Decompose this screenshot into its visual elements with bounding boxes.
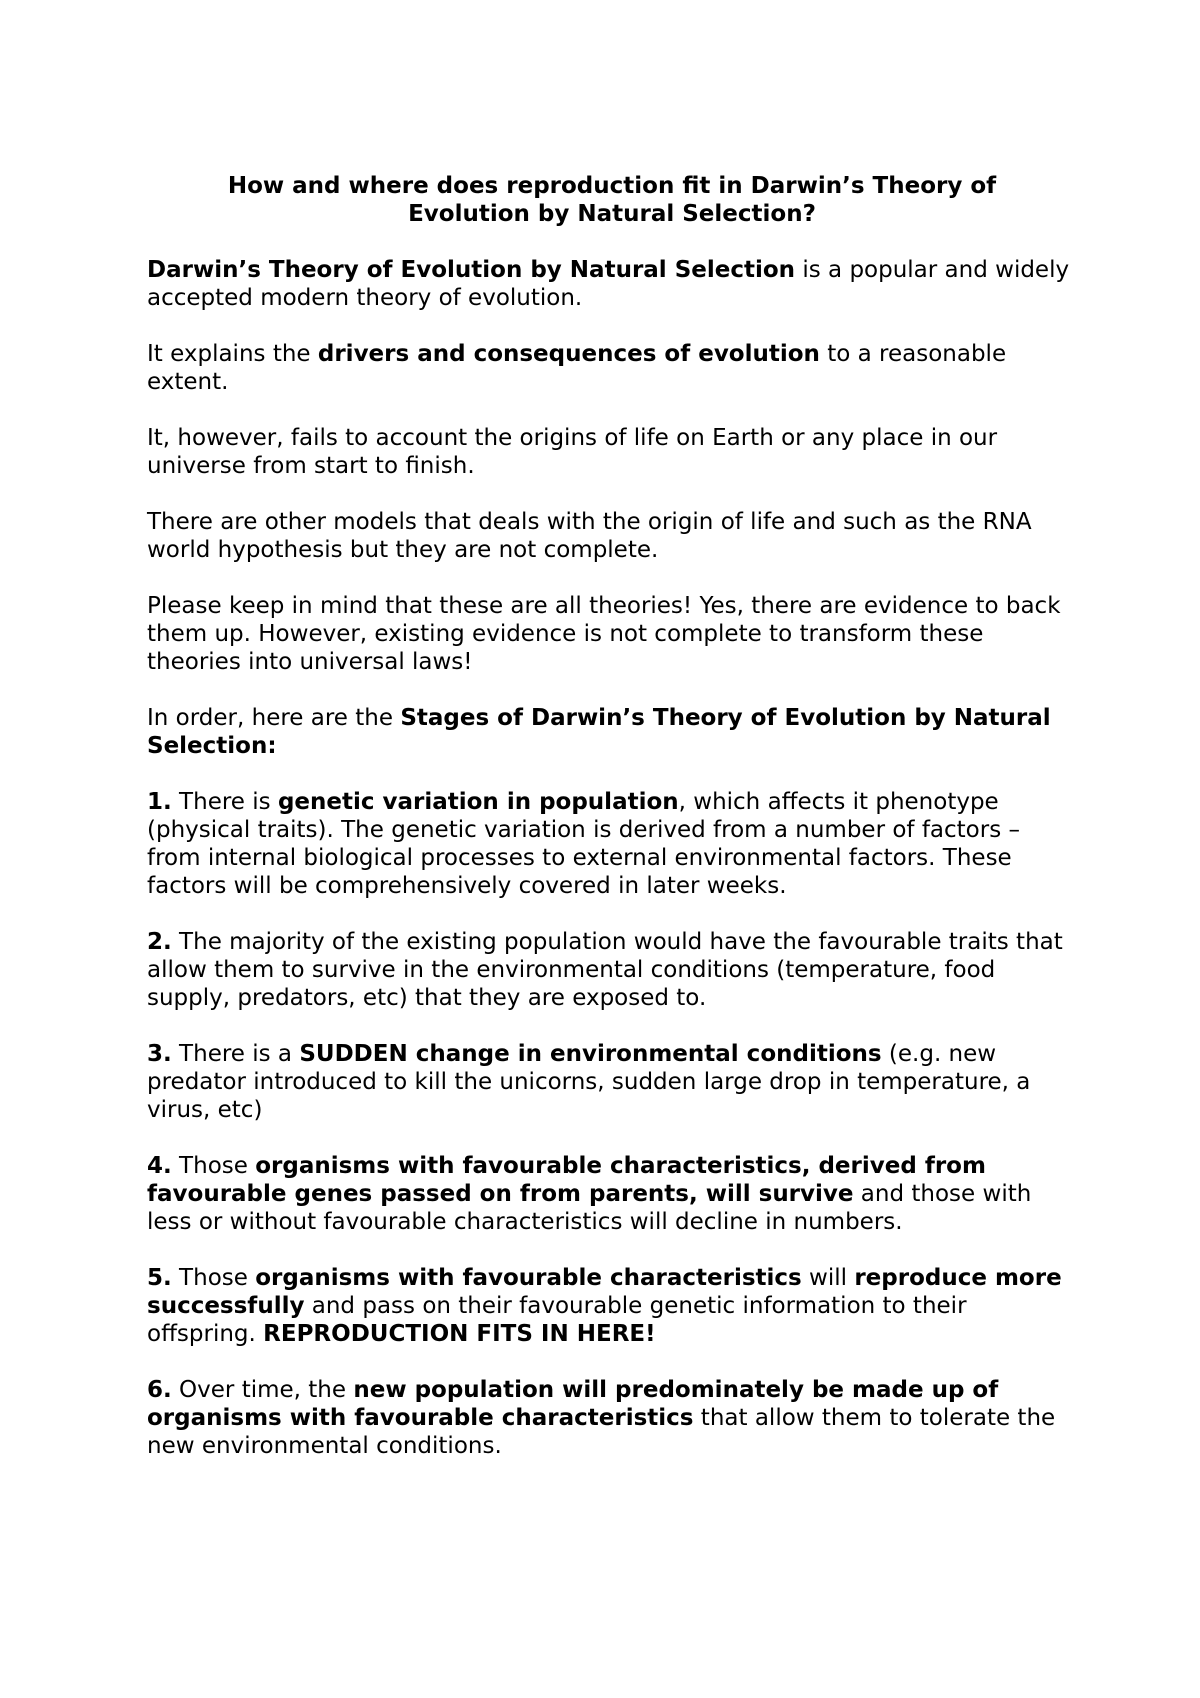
stage-text: The majority of the existing population would have the favourable traits that allow them to survive in the environmental conditions (temperature, food supply, predators, etc) that they are exposed to. [147,929,1063,1011]
intro-paragraph-3 [147,424,1077,480]
stage-3 [147,1040,1077,1124]
title-line-1: How and where does reproduction fit in Darwin’s Theory of [227,173,997,199]
stage-4 [147,1152,1077,1236]
bold-term: new population will predominately be made up of organisms with favourable characteristics [147,1377,999,1431]
bold-term: organisms with favourable characteristics [255,1265,802,1291]
stage-number: 4. [147,1153,172,1179]
stage-6 [147,1376,1077,1460]
stage-2 [147,928,1077,1012]
bold-term: Stages of Darwin’s Theory of Evolution by Natural Selection: [147,705,1051,759]
stage-text: that allow them to tolerate the new environmental conditions. [147,1405,1056,1459]
intro-paragraph-4 [147,508,1077,564]
stage-text: will [801,1265,855,1291]
paragraph-text: There are other models that deals with the origin of life and such as the RNA world hypothesis but they are not complete. [147,509,1032,563]
bold-term: genetic variation in population [277,789,679,815]
stages-intro-paragraph [147,704,1077,760]
stage-text: , which affects it phenotype (physical traits). The genetic variation is derived from a number of factors – from internal biological processes to external environmental factors. These factors will be comprehensively covered in later weeks. [147,789,1021,899]
bold-term: Darwin’s Theory of Evolution by Natural Selection [147,257,796,283]
stage-1 [147,788,1077,900]
bold-term: organisms with favourable characteristics, derived from favourable genes passed on from parents, will survive [147,1153,986,1207]
stage-5 [147,1264,1077,1348]
title-line-2: Evolution by Natural Selection? [408,201,816,227]
stage-text: Those [171,1153,256,1179]
bold-term: REPRODUCTION FITS IN HERE! [263,1321,656,1347]
stage-number: 1. [147,789,172,815]
bold-term: reproduce more successfully [147,1265,1062,1319]
stage-text: (e.g. new predator introduced to kill the unicorns, sudden large drop in temperature, a virus, etc) [147,1041,1031,1123]
stage-number: 2. [147,929,172,955]
document-page [147,172,1077,1488]
stage-text: and pass on their favourable genetic information to their offspring. [147,1293,967,1347]
paragraph-text: to a reasonable extent. [147,341,1007,395]
stage-text: and those with less or without favourable characteristics will decline in numbers. [147,1181,1032,1235]
stage-text: Those [171,1265,256,1291]
intro-paragraph-5 [147,592,1077,676]
paragraph-text: It, however, fails to account the origins of life on Earth or any place in our universe from start to finish. [147,425,998,479]
paragraph-text: Please keep in mind that these are all theories! Yes, there are evidence to back them up. However, existing evidence is not complete to transform these theories into universal laws! [147,593,1061,675]
paragraph-text: In order, here are the [147,705,401,731]
stage-text: There is a [171,1041,300,1067]
document-title [147,172,1077,228]
bold-term: SUDDEN change in environmental conditions [299,1041,882,1067]
bold-term: drivers and consequences of evolution [317,341,820,367]
paragraph-text: is a popular and widely accepted modern theory of evolution. [147,257,1070,311]
stage-text: There is [171,789,278,815]
paragraph-text: It explains the [147,341,318,367]
stage-text: Over time, the [171,1377,354,1403]
stage-number: 6. [147,1377,172,1403]
intro-paragraph-1 [147,256,1077,312]
intro-paragraph-2 [147,340,1077,396]
stage-number: 5. [147,1265,172,1291]
stage-number: 3. [147,1041,172,1067]
